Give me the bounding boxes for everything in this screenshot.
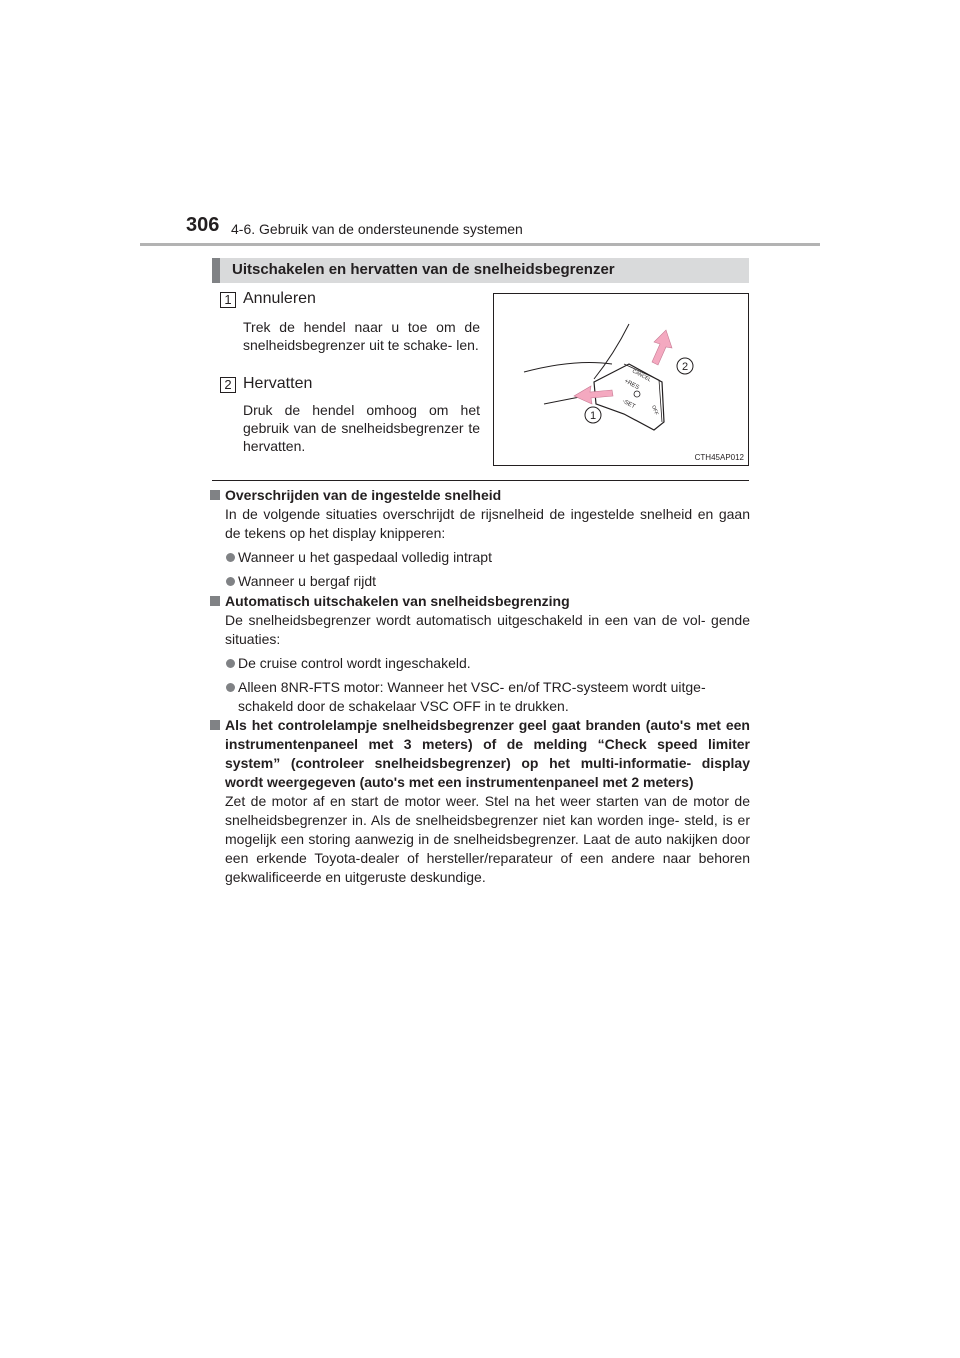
list-item-text: De cruise control wordt ingeschakeld.: [238, 655, 471, 671]
square-bullet-icon: [210, 720, 220, 730]
list-item: [210, 678, 750, 716]
note-heading-text: Automatisch uitschakelen van snelheidsbegrenzing: [225, 593, 570, 609]
round-bullet-icon: [226, 553, 235, 562]
lever-label-cancel: CANCEL: [631, 368, 652, 384]
list-item: [210, 572, 750, 591]
list-item: [210, 548, 750, 567]
lever-drawing: [494, 294, 748, 465]
page-number: 306: [186, 214, 220, 236]
step-2-description: Druk de hendel omhoog om het gebruik van de snelheidsbegrenzer te hervatten.: [243, 402, 480, 454]
note-overschrijden: [210, 486, 750, 591]
note-body: In de volgende situaties overschrijdt de rijsnelheid de ingestelde snelheid en gaan de tekens op het display knipperen:: [225, 506, 750, 541]
square-bullet-icon: [210, 596, 220, 606]
note-automatisch: [210, 592, 750, 716]
note-heading-text: Overschrijden van de ingestelde snelheid: [225, 487, 502, 503]
lever-label-off: OFF: [650, 404, 660, 417]
note-heading-text: Als het controlelampje snelheidsbegrenzer geel gaat branden (auto's met een instrumentenpaneel met 3 meters) of de melding “Check speed limiter system” (controleer snelheidsbegrenzer) op het multi-informatie- display wordt weergegeven (auto's met een instrumentenpaneel met 2 meters): [225, 717, 750, 790]
lever-label-res: +RES: [623, 378, 640, 392]
step-2-badge: 2: [220, 377, 236, 393]
note-heading: [210, 716, 750, 792]
section-title: Uitschakelen en hervatten van de snelheidsbegrenzer: [232, 261, 615, 278]
section-divider: [212, 480, 749, 481]
step-1-title: Annuleren: [243, 290, 316, 307]
callout-1-label: 1: [589, 410, 597, 422]
list-item-text: Alleen 8NR-FTS motor: Wanneer het VSC- en/of TRC-systeem wordt uitge- schakeld door de schakelaar VSC OFF in te drukken.: [238, 679, 706, 714]
list-item-text: Wanneer u het gaspedaal volledig intrapt: [238, 549, 492, 565]
arrow-up-icon: [652, 330, 672, 365]
step-2-title: Hervatten: [243, 375, 313, 392]
round-bullet-icon: [226, 683, 235, 692]
column-line: [524, 362, 612, 372]
header-rule: [140, 243, 820, 246]
figure-code: CTH45AP012: [694, 453, 744, 462]
list-item-text: Wanneer u bergaf rijdt: [238, 573, 376, 589]
lever-illustration: [493, 293, 749, 466]
callout-2-label: 2: [681, 361, 689, 373]
note-body: De snelheidsbegrenzer wordt automatisch uitgeschakeld in een van de vol- gende situaties:: [225, 612, 750, 647]
step-1-badge: 1: [220, 292, 236, 308]
note-heading: [210, 592, 750, 611]
round-bullet-icon: [226, 577, 235, 586]
round-bullet-icon: [226, 659, 235, 668]
list-item: [210, 654, 750, 673]
note-heading: [210, 486, 750, 505]
square-bullet-icon: [210, 490, 220, 500]
section-heading-bar: [212, 258, 749, 283]
step-1-description: Trek de hendel naar u toe om de snelheidsbegrenzer uit te schake- len.: [243, 319, 480, 353]
chapter-title: 4-6. Gebruik van de ondersteunende systemen: [231, 221, 523, 237]
note-controlelampje: [210, 716, 750, 887]
note-body: Zet de motor af en start de motor weer. Stel na het weer starten van de motor de snelheidsbegrenzer in. Als de snelheidsbegrenzer niet kan worden inge- steld, is er mogelijk een storing aanwezig in de snelheidsbegrenzer. Laat de auto nakijken door een erkende Toyota-dealer of hersteller/reparateur of een andere naar behoren gekwalificeerde en uitgeruste deskundige.: [225, 793, 750, 885]
lever-label-set: -SET: [621, 398, 636, 411]
